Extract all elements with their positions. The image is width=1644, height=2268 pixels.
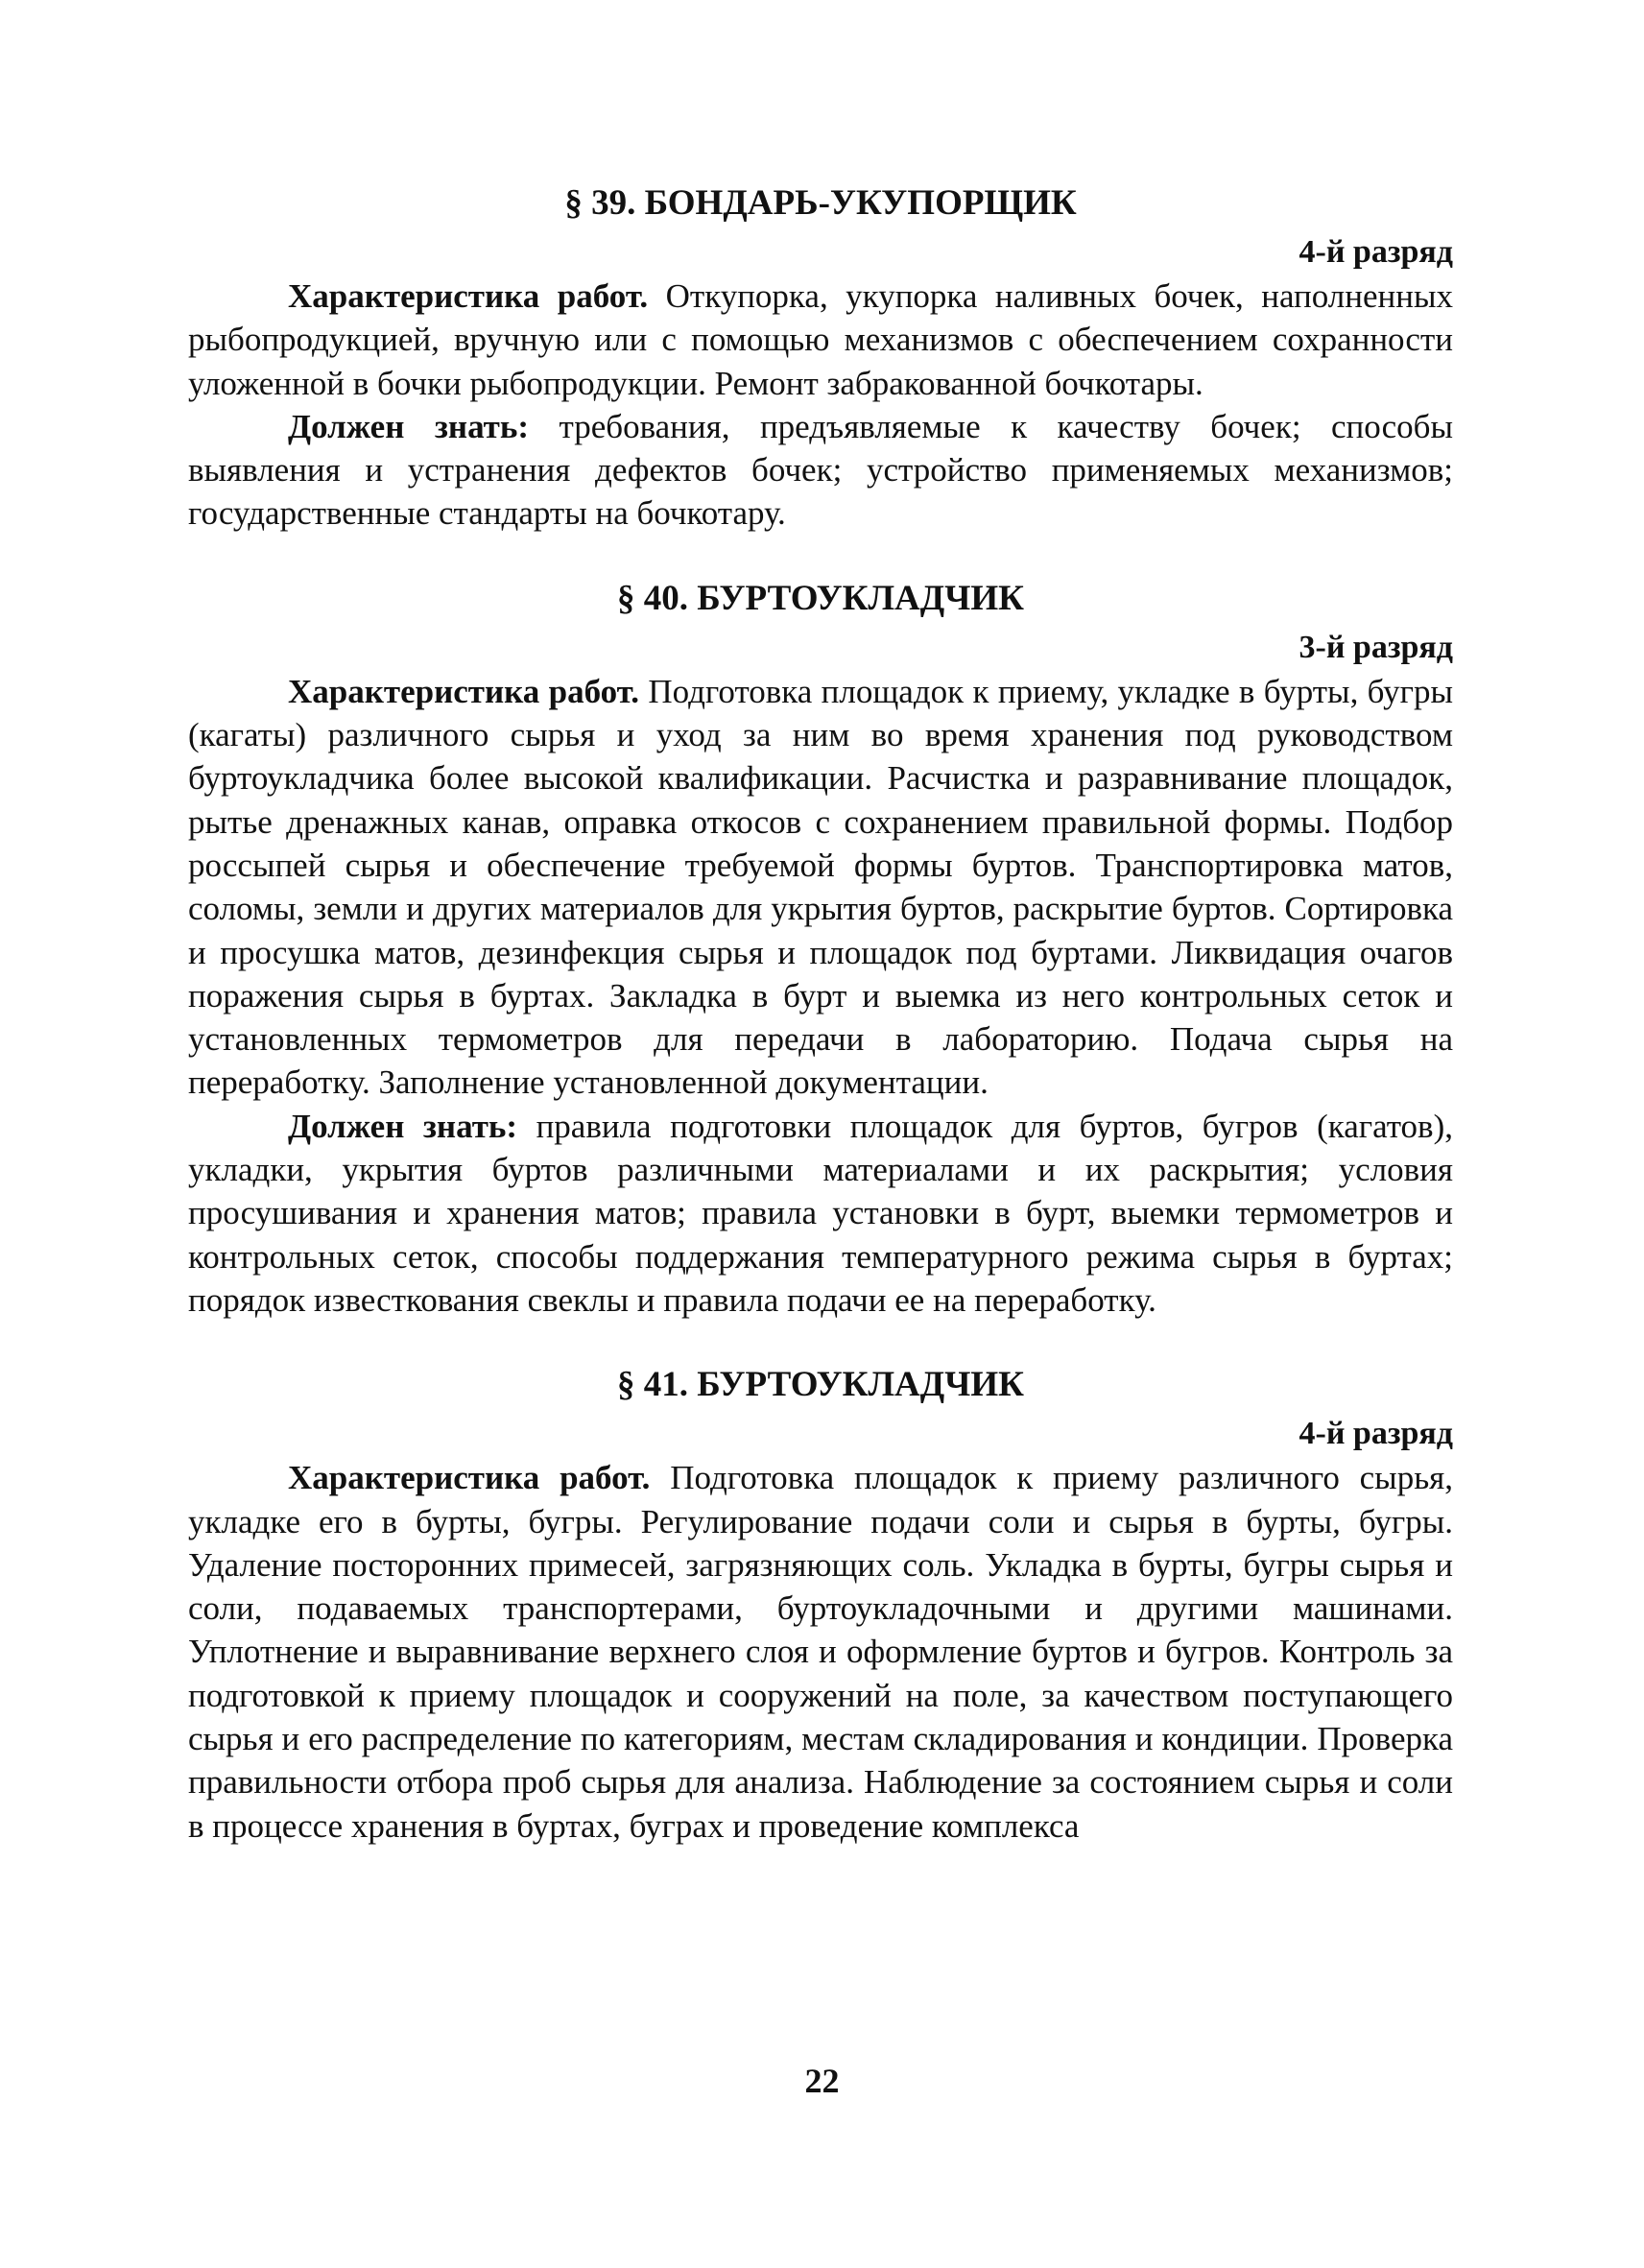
work-characteristics-label: Характеристика работ. [288, 1459, 651, 1497]
work-characteristics-paragraph [188, 275, 1453, 405]
work-characteristics-label: Характеристика работ. [288, 277, 649, 315]
section-title: § 41. БУРТОУКЛАДЧИК [616, 1365, 1024, 1405]
must-know-paragraph [188, 1105, 1453, 1322]
section-title: § 40. БУРТОУКЛАДЧИК [616, 578, 1024, 618]
section-41 [188, 1360, 1453, 1848]
work-characteristics-paragraph [188, 1456, 1453, 1848]
must-know-label: Должен знать: [288, 1107, 518, 1145]
page-number: 22 [804, 2062, 840, 2100]
grade-label: 4-й разряд [1299, 234, 1453, 270]
must-know-label: Должен знать: [288, 407, 530, 445]
section-title: § 39. БОНДАРЬ-УКУПОРЩИК [564, 183, 1077, 223]
section-40 [188, 574, 1453, 1322]
work-characteristics-text: Подготовка площадок к приему, укладке в бурты, бугры (кагаты) различного сырья и уход за ним во время хранения под руководством буртоукладчика более высокой квалификации. Расчистка и разравнивание площадок, рытье дренажных канав, оправка откосов с сохранением правильной формы. Подбор россыпей сырья и обеспечение требуемой формы буртов. Транспортировка матов, соломы, земли и других материалов для укрытия буртов, раскрытие буртов. Сортировка и просушка матов, дезинфекция сырья и площадок под буртами. Ликвидация очагов поражения сырья в буртах. Закладка в бурт и выемка из него контрольных сеток и установленных термометров для передачи в лабораторию. Подача сырья на переработку. Заполнение установленной документации. [188, 672, 1454, 1102]
must-know-text: требования, предъявляемые к качеству бочек; способы выявления и устранения дефектов бочек; устройство применяемых механизмов; государственные стандарты на бочкотару. [188, 407, 1454, 533]
must-know-paragraph [188, 405, 1453, 536]
grade-label: 3-й разряд [1299, 629, 1453, 665]
section-39 [188, 179, 1453, 536]
work-characteristics-text: Откупорка, укупорка наливных бочек, наполненных рыбопродукцией, вручную или с помощью механизмов с обеспечением сохранности уложенной в бочки рыбопродукции. Ремонт забракованной бочкотары. [188, 277, 1453, 402]
work-characteristics-paragraph [188, 670, 1453, 1105]
must-know-text: правила подготовки площадок для буртов, бугров (кагатов), укладки, укрытия буртов различными материалами и их раскрытия; условия просушивания и хранения матов; правила установки в бурт, выемки термометров и контрольных сеток, способы поддержания температурного режима сырья в буртах; порядок известкования свеклы и правила подачи ее на переработку. [188, 1107, 1453, 1319]
document-page [188, 179, 1453, 1848]
work-characteristics-text: Подготовка площадок к приему различного сырья, укладке его в бурты, бугры. Регулирование подачи соли и сырья в бурты, бугры. Удаление посторонних примесей, загрязняющих соль. Укладка в бурты, бугры сырья и соли, подаваемых транспортерами, буртоукладочными и другими машинами. Уплотнение и выравнивание верхнего слоя и оформление буртов и бугров. Контроль за подготовкой к приему площадок и сооружений на поле, за качеством поступающего сырья и его распределение по категориям, местам складирования и кондиции. Проверка правильности отбора проб сырья для анализа. Наблюдение за состоянием сырья и соли в процессе хранения в буртах, буграх и проведение комплекса [188, 1459, 1454, 1845]
grade-label: 4-й разряд [1299, 1416, 1453, 1452]
work-characteristics-label: Характеристика работ. [288, 672, 639, 710]
